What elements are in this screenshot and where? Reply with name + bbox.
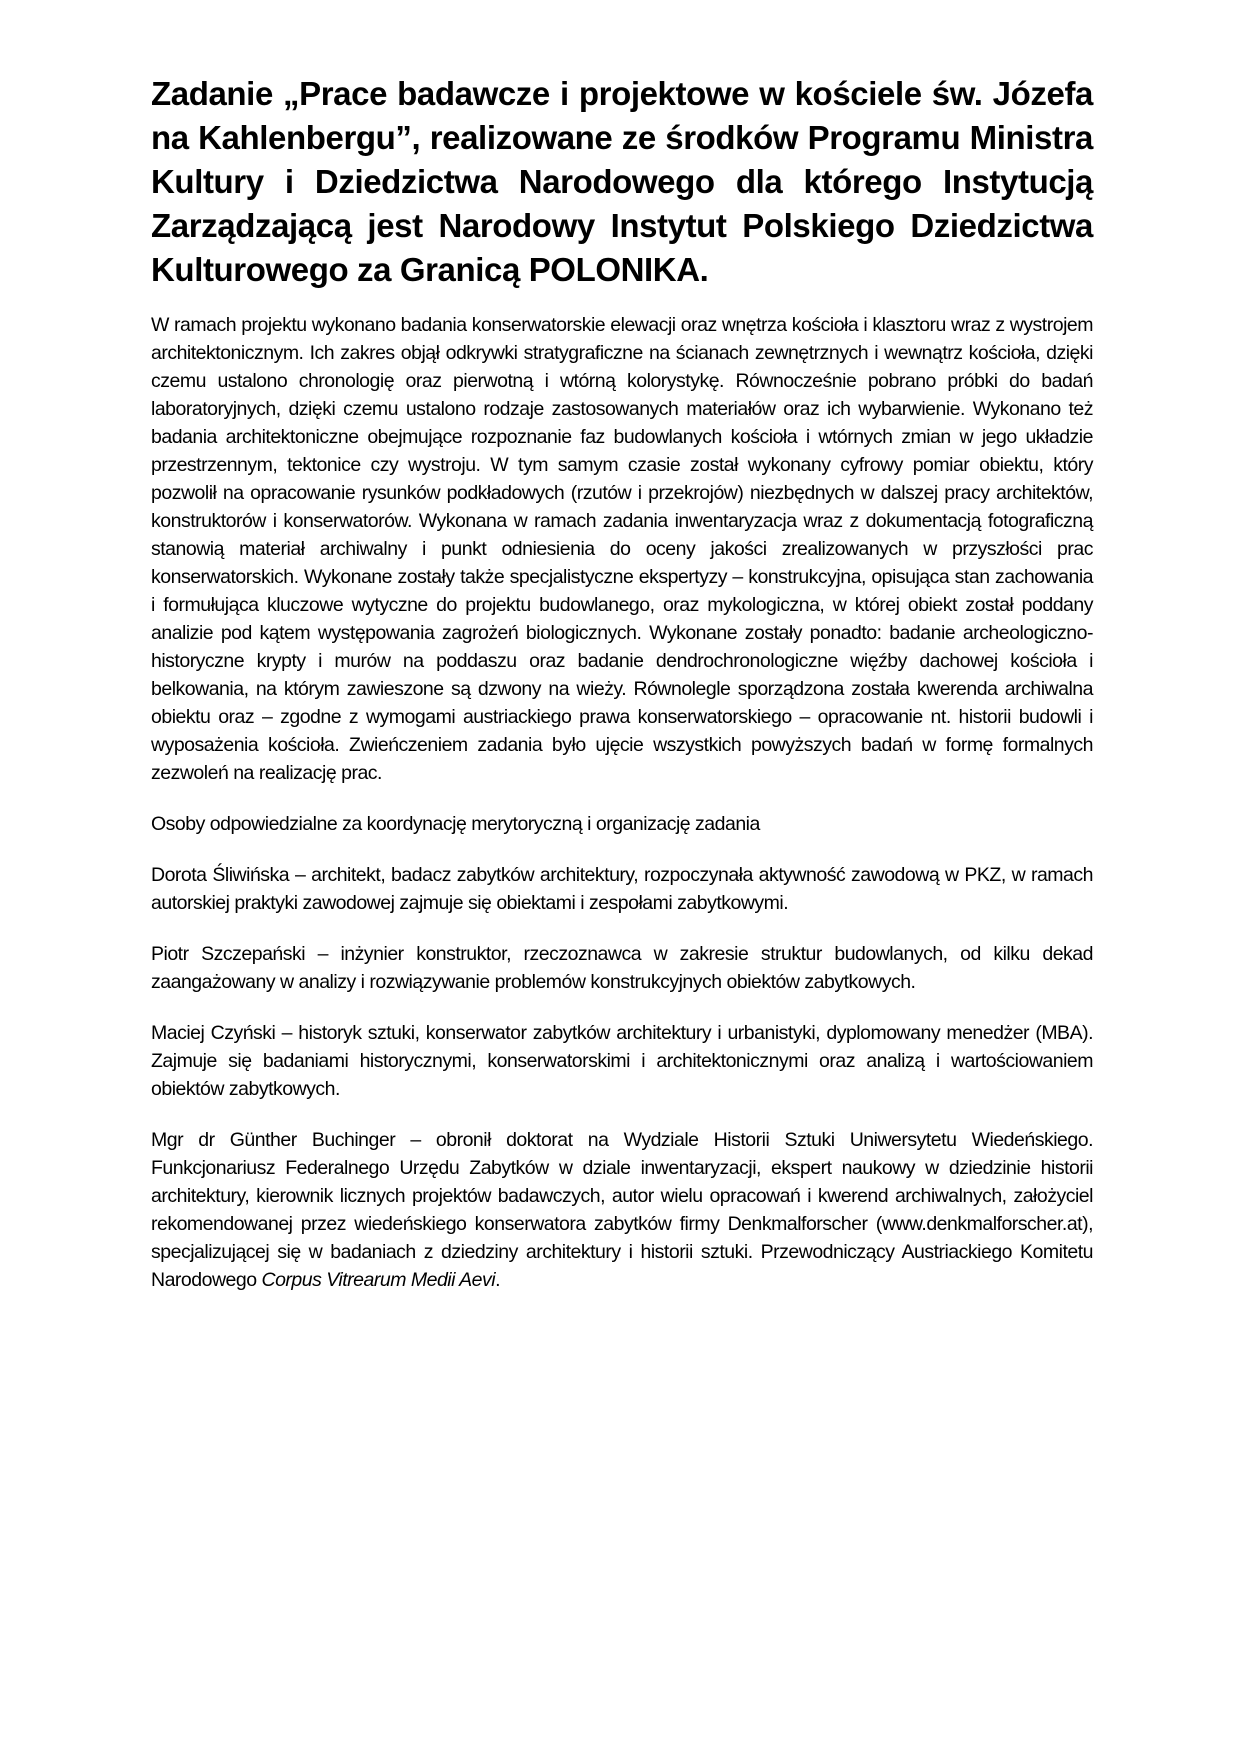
person-bio-buchinger-end: . [495,1269,501,1291]
person-bio-sliwinska: Dorota Śliwińska – architekt, badacz zabytków architektury, rozpoczynała aktywność zawodową w PKZ, w ramach autorskiej praktyki zawodowej zajmuje się obiektami i zespołami zabytkowymi. [151,864,1093,914]
corpus-vitrearum-title: Corpus Vitrearum Medii Aevi [261,1269,496,1291]
person-bio-buchinger [151,1126,1093,1294]
intro-paragraph: W ramach projektu wykonano badania konserwatorskie elewacji oraz wnętrza kościoła i klasztoru wraz z wystrojem architektonicznym. Ich zakres objął odkrywki stratygraficzne na ścianach zewnętrznych i wewnątrz kościoła, dzięki czemu ustalono chronologię oraz pierwotną i wtórną kolorystykę. Równocześnie pobrano próbki do badań laboratoryjnych, dzięki czemu ustalono rodzaje zastosowanych materiałów oraz ich wybarwienie. Wykonano też badania architektoniczne obejmujące rozpoznanie faz budowlanych kościoła i wtórnych zmian w jego układzie przestrzennym, tektonice czy wystroju. W tym samym czasie został wykonany cyfrowy pomiar obiektu, który pozwolił na opracowanie rysunków podkładowych (rzutów i przekrojów) niezbędnych w dalszej pracy architektów, konstruktorów i konserwatorów. Wykonana w ramach zadania inwentaryzacja wraz z dokumentacją fotograficzną stanowią materiał archiwalny i punkt odniesienia do oceny jakości zrealizowanych w przyszłości prac konserwatorskich. Wykonane zostały także specjalistyczne ekspertyzy – konstrukcyjna, opisująca stan zachowania i formułująca kluczowe wytyczne do projektu budowlanego, oraz mykologiczna, w której obiekt został poddany analizie pod kątem występowania zagrożeń biologicznych. Wykonane zostały ponadto: badanie archeologiczno-historyczne krypty i murów na poddaszu oraz badanie dendrochronologiczne więźby dachowej kościoła i belkowania, na którym zawieszone są dzwony na wieży. Równolegle sporządzona została kwerenda archiwalna obiektu oraz – zgodne z wymogami austriackiego prawa konserwatorskiego – opracowanie nt. historii budowli i wyposażenia kościoła. Zwieńczeniem zadania było ujęcie wszystkich powyższych badań w formę formalnych zezwoleń na realizację prac. [151,314,1093,784]
people-heading: Osoby odpowiedzialne za koordynację merytoryczną i organizację zadania [151,813,760,835]
person-bio-szczepanski: Piotr Szczepański – inżynier konstruktor, rzeczoznawca w zakresie struktur budowlanych, od kilku dekad zaangażowany w analizy i rozwiązywanie problemów konstrukcyjnych obiektów zabytkowych. [151,943,1093,993]
document-page [151,72,1093,1317]
document-title: Zadanie „Prace badawcze i projektowe w kościele św. Józefa na Kahlenbergu”, realizowane ze środków Programu Ministra Kultury i Dziedzictwa Narodowego dla którego Instytucją Zarządzającą jest Narodowy Instytut Polskiego Dziedzictwa Kulturowego za Granicą POLONIKA. [151,75,1093,288]
person-bio-buchinger-text: Mgr dr Günther Buchinger – obronił doktorat na Wydziale Historii Sztuki Uniwersytetu Wiedeńskiego. Funkcjonariusz Federalnego Urzędu Zabytków w dziale inwentaryzacji, ekspert naukowy w dziedzinie historii architektury, kierownik licznych projektów badawczych, autor wielu opracowań i kwerend archiwalnych, założyciel rekomendowanej przez wiedeńskiego konserwatora zabytków firmy Denkmalforscher (www.denkmalforscher.at), specjalizującej się w badaniach z dziedziny architektury i historii sztuki. Przewodniczący Austriackiego Komitetu Narodowego [151,1129,1093,1291]
person-bio-czynski: Maciej Czyński – historyk sztuki, konserwator zabytków architektury i urbanistyki, dyplomowany menedżer (MBA). Zajmuje się badaniami historycznymi, konserwatorskimi i architektonicznymi oraz analizą i wartościowaniem obiektów zabytkowych. [151,1022,1093,1100]
